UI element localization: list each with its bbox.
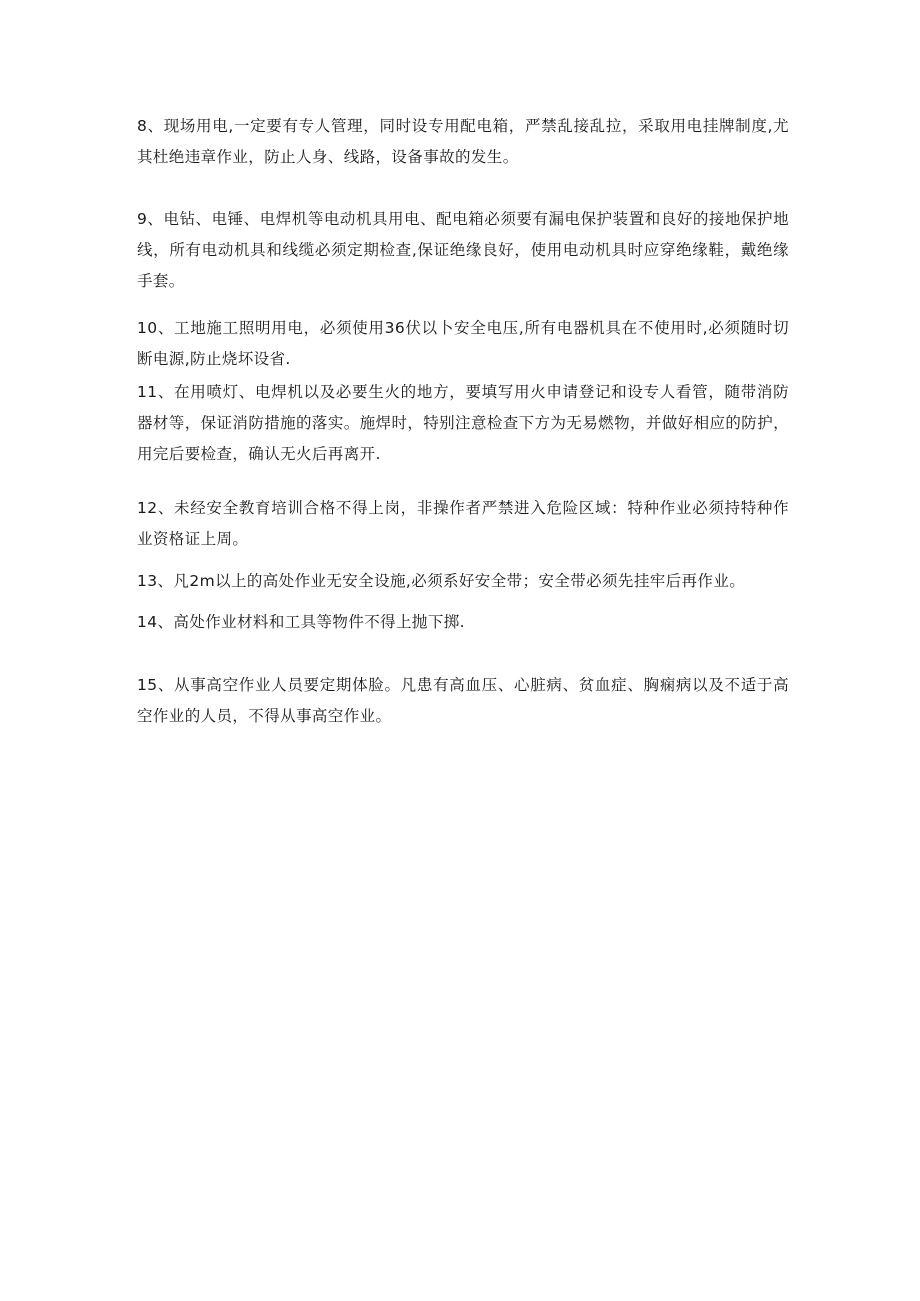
regulation-item-8: 8、现场用电,一定要有专人管理，同时设专用配电箱，严禁乱接乱拉，采取用电挂牌制度,尤其杜绝违章作业，防止人身、线路，设备事故的发生。: [137, 117, 789, 166]
regulation-item-14: 14、高处作业材料和工具等物件不得上抛下掷.: [137, 613, 465, 631]
regulation-item-10: 10、工地施工照明用电，必须使用36伏以卜安全电压,所有电器机具在不使用时,必须随时切断电源,防止烧坏设省.: [137, 319, 789, 368]
regulation-item-12: 12、未经安全教育培训合格不得上岗，非操作者严禁进入危险区域：特种作业必须持特种作业资格证上周。: [137, 499, 789, 548]
regulation-item-9: 9、电钻、电锤、电焊机等电动机具用电、配电箱必须要有漏电保护装置和良好的接地保护地线，所有电动机具和线缆必须定期检查,保证绝缘良好，使用电动机具时应穿绝缘鞋，戴绝缘手套。: [137, 210, 789, 290]
regulation-item-13: 13、凡2m以上的高处作业无安全设施,必须系好安全带；安全带必须先挂牢后再作业。: [137, 572, 746, 590]
regulation-item-11: 11、在用喷灯、电焊机以及必要生火的地方，要填写用火申请登记和设专人看管，随带消防器材等，保证消防措施的落实。施焊时，特别注意检查下方为无易燃物，并做好相应的防护，用完后要检查，确认无火后再离开.: [137, 383, 789, 463]
regulation-item-15: 15、从事高空作业人员要定期体脸。凡患有高血压、心脏病、贫血症、胸痫病以及不适于高空作业的人员，不得从事高空作业。: [137, 676, 789, 725]
